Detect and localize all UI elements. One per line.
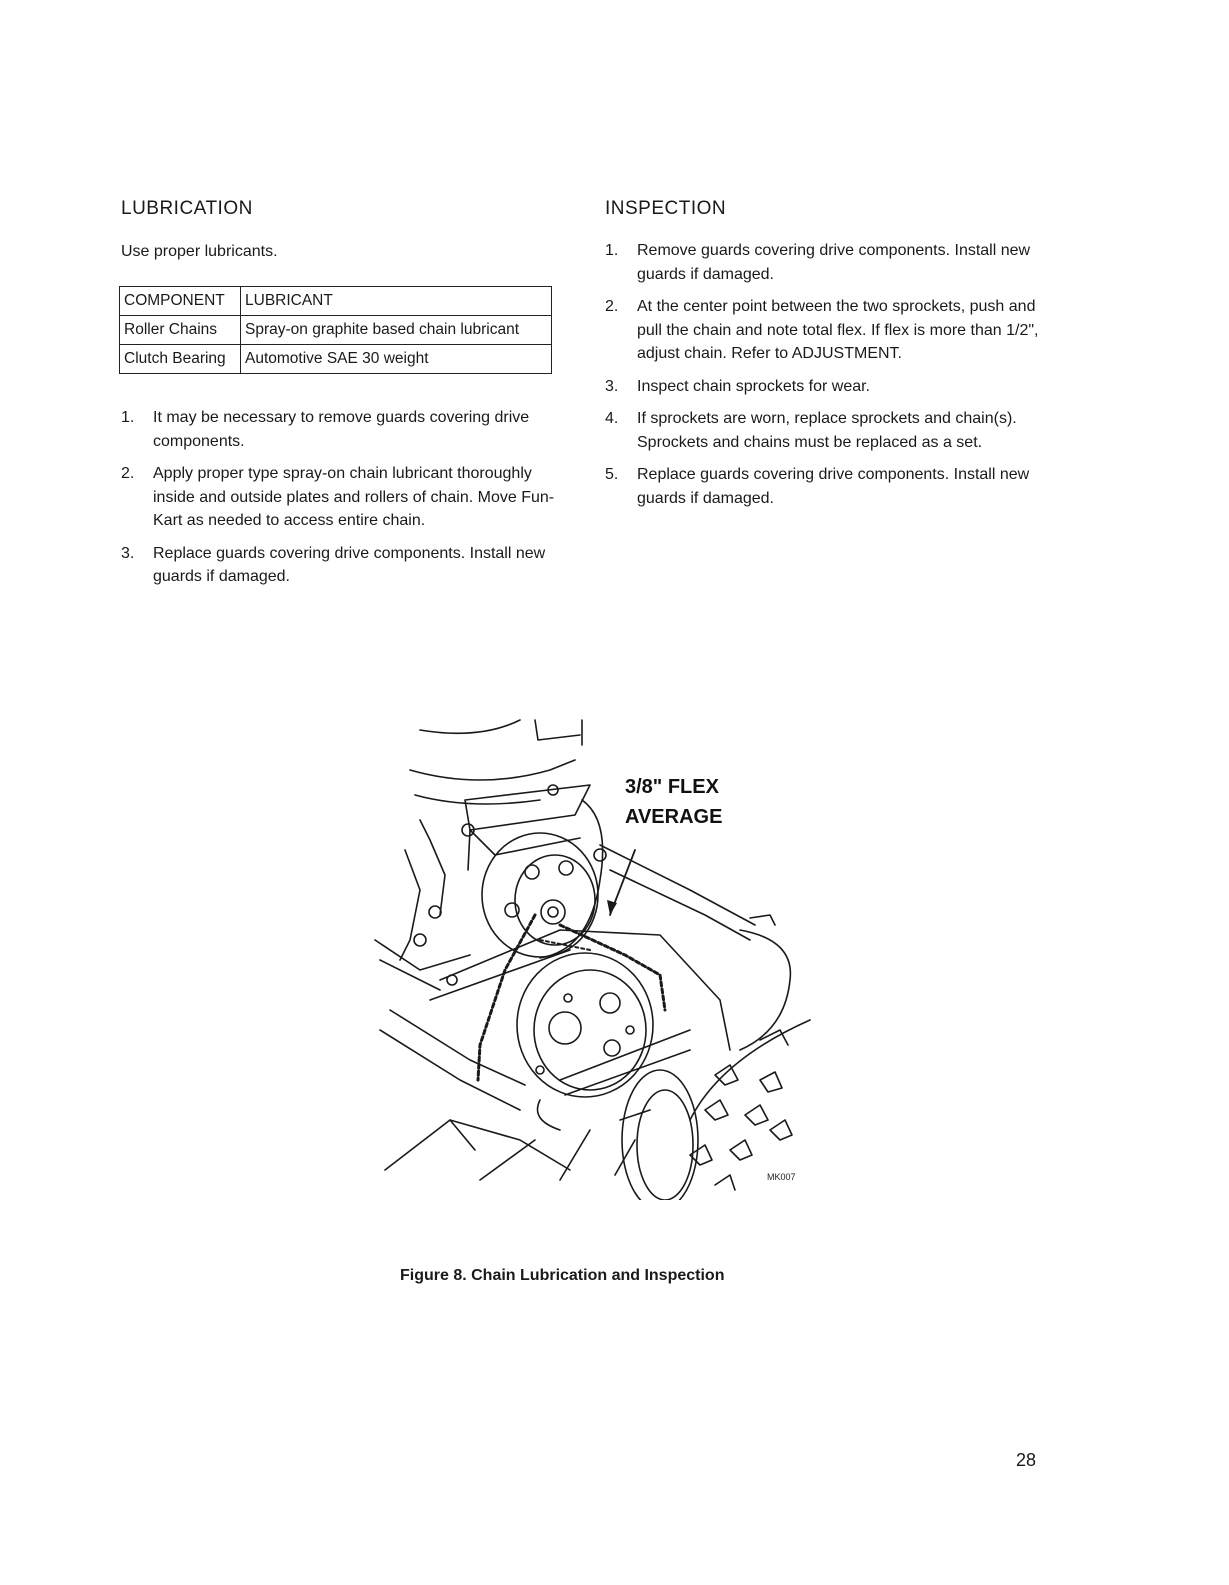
step-text: Inspect chain sprockets for wear. [637,377,870,395]
step-number: 2. [605,298,619,315]
table-header-lubricant: LUBRICANT [241,287,552,316]
lubricant-table [119,286,552,374]
table-cell: Automotive SAE 30 weight [241,345,552,374]
flex-label-line1: 3/8" FLEX [625,776,719,798]
inspection-heading: INSPECTION [605,198,727,219]
step-number: 1. [121,409,135,426]
step-number: 3. [121,544,135,562]
step-text: Remove guards covering drive components. Install new guards if damaged. [637,242,1031,283]
step-text: If sprockets are worn, replace sprockets and chain(s). Sprockets and chains must be replaced as a set. [637,410,1017,451]
figure-caption: Figure 8. Chain Lubrication and Inspection [400,1267,725,1284]
lubrication-steps [121,406,571,598]
list-item [605,295,1050,366]
table-row [120,345,552,374]
step-text: Replace guards covering drive components. Install new guards if damaged. [153,544,546,585]
step-number: 3. [605,377,619,395]
step-number: 2. [121,465,135,482]
step-text: Replace guards covering drive components. Install new guards if damaged. [637,466,1030,507]
list-item [121,406,571,453]
step-number: 1. [605,242,619,259]
flex-label-line2: AVERAGE [625,806,723,828]
step-text: It may be necessary to remove guards covering drive components. [153,409,530,450]
step-text: At the center point between the two sprockets, push and pull the chain and note total flex. If flex is more than 1/2", adjust chain. Refer to ADJUSTMENT. [637,298,1039,362]
table-header-row [120,287,552,316]
lubrication-heading: LUBRICATION [121,198,253,219]
list-item [121,462,571,533]
table-cell: Roller Chains [120,316,241,345]
table-header-component: COMPONENT [120,287,241,316]
step-text: Apply proper type spray-on chain lubricant thoroughly inside and outside plates and rollers of chain. Move Fun-Kart as needed to access entire chain. [153,465,555,529]
lubrication-intro: Use proper lubricants. [121,243,278,260]
inspection-steps [605,239,1050,519]
chain-drive-illustration [360,700,830,1200]
step-number: 5. [605,466,619,483]
list-item [605,239,1050,286]
step-number: 4. [605,410,619,427]
list-item [605,375,1050,399]
list-item [121,542,571,589]
list-item [605,407,1050,454]
table-cell: Spray-on graphite based chain lubricant [241,316,552,345]
table-cell: Clutch Bearing [120,345,241,374]
list-item [605,463,1050,510]
figure-id: MK007 [767,1172,796,1182]
table-row [120,316,552,345]
page-number: 28 [1016,1450,1037,1470]
